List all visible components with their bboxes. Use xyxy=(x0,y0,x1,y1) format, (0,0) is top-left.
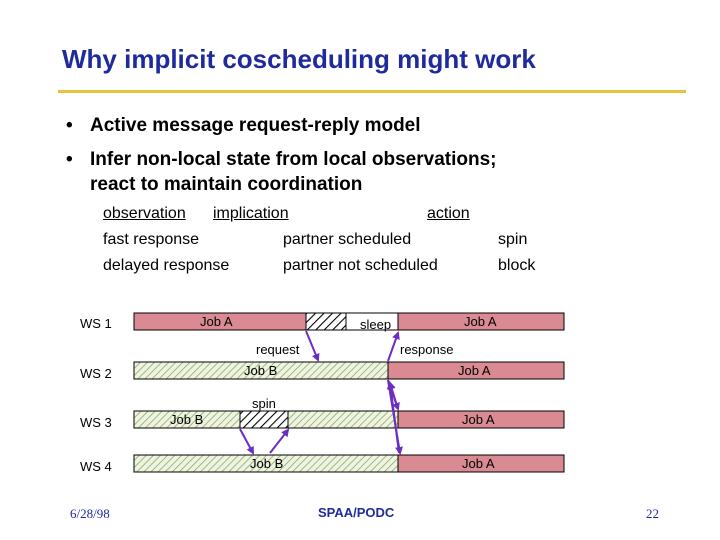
table-cell-observation: delayed response xyxy=(103,257,230,274)
bullet-dot-icon: • xyxy=(66,115,73,136)
ws1-sleep-label: sleep xyxy=(360,317,392,332)
footer-conference: SPAA/PODC xyxy=(318,505,395,520)
slide-title: Why implicit coscheduling might work xyxy=(62,44,536,74)
table-cell-action: block xyxy=(498,257,536,274)
footer-page-number: 22 xyxy=(646,506,659,521)
response-arrow-ws4-to-ws3 xyxy=(270,430,288,453)
ws3-job-b-label: Job B xyxy=(170,412,204,427)
ws1-job-a-right-label: Job A xyxy=(464,314,497,329)
ws1-spin-segment xyxy=(306,313,346,330)
ws1-label: WS 1 xyxy=(80,316,112,331)
request-arrow-ws1-to-ws2 xyxy=(306,331,318,360)
response-arrow-ws2-to-ws1 xyxy=(388,333,398,361)
table-header-observation: observation xyxy=(103,205,186,222)
spin-label: spin xyxy=(252,396,276,411)
ws3-job-a-label: Job A xyxy=(462,412,495,427)
table-cell-implication: partner not scheduled xyxy=(283,257,438,274)
ws3-label: WS 3 xyxy=(80,415,112,430)
ws2-label: WS 2 xyxy=(80,366,112,381)
ws3-spin-segment xyxy=(240,411,288,428)
ws4-label: WS 4 xyxy=(80,459,112,474)
table-cell-action: spin xyxy=(498,231,528,248)
ws2-job-a-label: Job A xyxy=(458,363,491,378)
table-header-implication: implication xyxy=(213,205,289,222)
table-cell-implication: partner scheduled xyxy=(283,231,412,248)
ws4-job-b-label: Job B xyxy=(250,456,284,471)
request-label: request xyxy=(256,342,300,357)
table-header-action: action xyxy=(427,205,470,222)
ws1-job-a-label: Job A xyxy=(200,314,233,329)
ws4-job-a-label: Job A xyxy=(462,456,495,471)
bullet-text: Active message request-reply model xyxy=(90,115,421,136)
response-label: response xyxy=(400,342,454,357)
table-cell-observation: fast response xyxy=(103,231,200,248)
bullet-text: react to maintain coordination xyxy=(90,174,363,195)
bullet-dot-icon: • xyxy=(66,149,73,170)
request-arrow-ws3-to-ws4 xyxy=(240,429,253,453)
footer-date: 6/28/98 xyxy=(70,506,110,521)
bullet-text: Infer non-local state from local observations; xyxy=(90,149,497,170)
ws3-job-b-continued-segment xyxy=(288,411,398,428)
ws2-job-b-label: Job B xyxy=(244,363,278,378)
